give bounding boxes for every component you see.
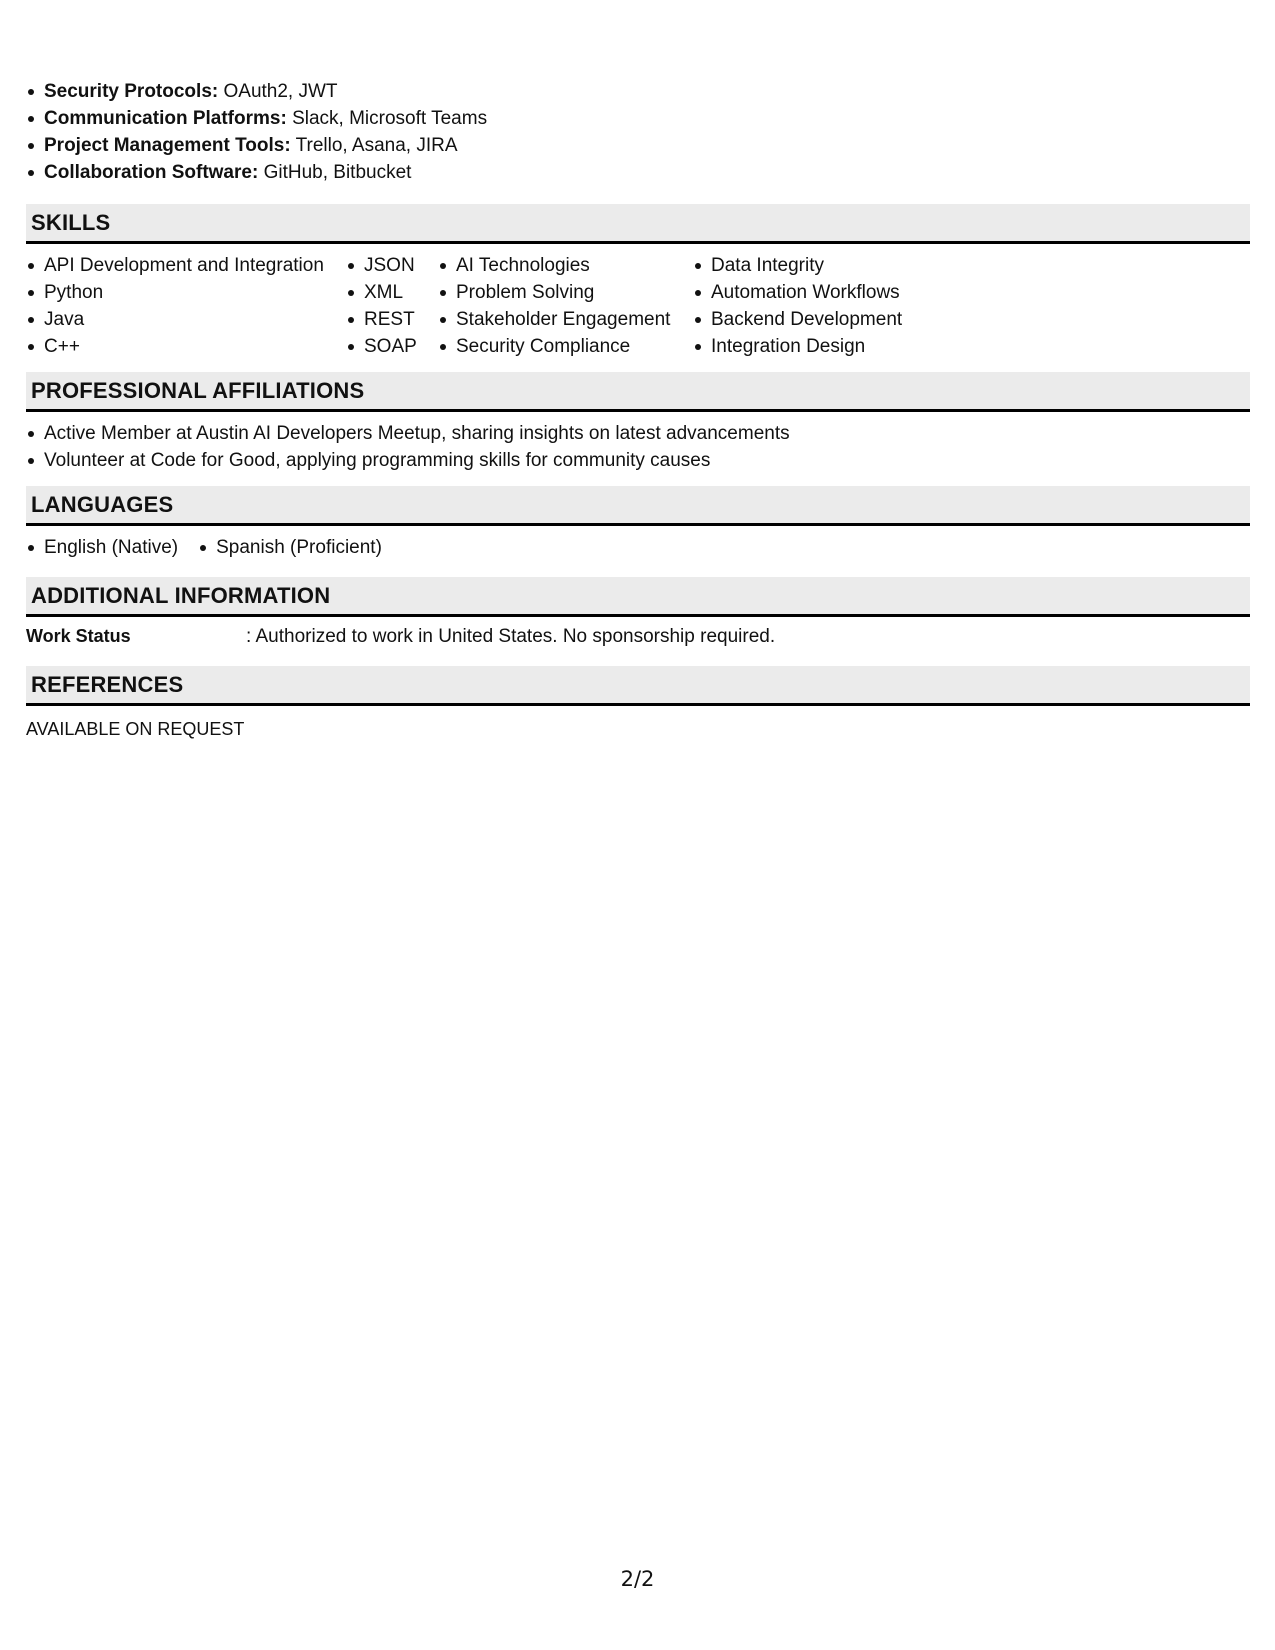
skill-item: Java [26,306,346,333]
skill-item: Security Compliance [438,333,693,360]
skill-item: Automation Workflows [693,279,953,306]
skill-item: C++ [26,333,346,360]
tools-item [26,78,1250,105]
skill-item: Stakeholder Engagement [438,306,693,333]
languages-section-header: LANGUAGES [26,486,1250,526]
affiliations-list [26,420,1250,474]
tools-item-value: Slack, Microsoft Teams [286,108,488,129]
languages-body [26,526,1250,561]
tools-item-label: Communication Platforms: [44,108,287,129]
additional-info-section-header: ADDITIONAL INFORMATION [26,577,1250,617]
skills-grid [26,244,1250,360]
skills-column-2 [346,252,438,360]
skill-item: API Development and Integration [26,252,346,279]
affiliations-section-header: PROFESSIONAL AFFILIATIONS [26,372,1250,412]
references-text: AVAILABLE ON REQUEST [26,719,245,739]
skills-column-3 [438,252,693,360]
work-status-row [26,617,1250,650]
work-status-label: Work Status [26,626,131,646]
tools-item-label: Collaboration Software: [44,162,259,183]
skill-item: Backend Development [693,306,953,333]
skill-item: SOAP [346,333,438,360]
resume-page [26,78,1250,743]
skills-column-1 [26,252,346,360]
skill-item: REST [346,306,438,333]
skill-item: Python [26,279,346,306]
skills-column-4 [693,252,953,360]
tools-item [26,132,1250,159]
languages-list [26,534,402,561]
tools-item [26,159,1250,186]
affiliations-body [26,412,1250,474]
tools-item-value: Trello, Asana, JIRA [290,135,458,156]
page-number: 2/2 [620,1567,655,1591]
tools-item [26,105,1250,132]
tools-list [26,78,1250,186]
skill-item: XML [346,279,438,306]
tools-item-label: Security Protocols: [44,81,219,102]
references-section-header: REFERENCES [26,666,1250,706]
tools-item-label: Project Management Tools: [44,135,291,156]
skills-section-header: SKILLS [26,204,1250,244]
skill-item: Problem Solving [438,279,693,306]
work-status-value: : Authorized to work in United States. No sponsorship required. [246,626,776,647]
skill-item: AI Technologies [438,252,693,279]
language-item: English (Native) [26,534,178,561]
language-item: Spanish (Proficient) [198,534,382,561]
affiliation-item: Volunteer at Code for Good, applying programming skills for community causes [26,447,1250,474]
tools-item-value: GitHub, Bitbucket [258,162,412,183]
tools-item-value: OAuth2, JWT [218,81,338,102]
skill-item: Data Integrity [693,252,953,279]
affiliation-item: Active Member at Austin AI Developers Meetup, sharing insights on latest advancements [26,420,1250,447]
skill-item: Integration Design [693,333,953,360]
skill-item: JSON [346,252,438,279]
